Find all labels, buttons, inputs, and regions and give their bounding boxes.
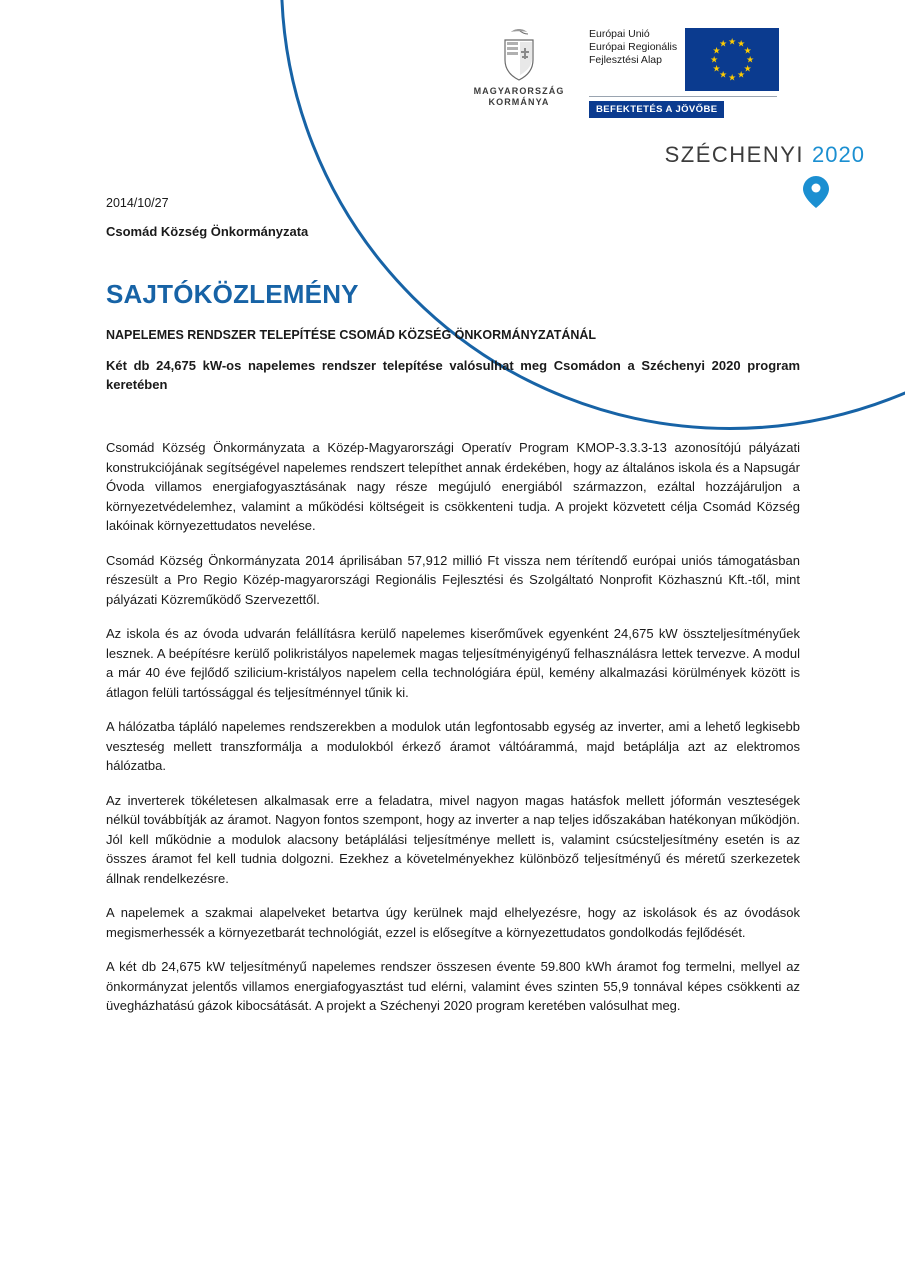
eu-star-icon: ★: [743, 45, 752, 55]
document-date: 2014/10/27: [106, 196, 169, 210]
szechenyi-year-label: 2020: [812, 142, 865, 167]
document-organization: Csomád Község Önkormányzata: [106, 224, 309, 239]
paragraph: A napelemek a szakmai alapelveket betartva úgy kerülnek majd elhelyezésre, hogy az iskolások és az óvodások megismerhessék a környezetbarát technológiát, ezzel is elősegítve a környezettudatos gondolkodás fejlődését.: [106, 905, 800, 940]
szechenyi-2020-logo: [665, 142, 865, 168]
hungarian-coat-of-arms-icon: [497, 26, 541, 82]
paragraph: A hálózatba tápláló napelemes rendszerekben a modulok után legfontosabb egység az inverter, ami a lehető legkisebb veszteség mellett transzformálja a modulokból érkező áramot váltóárammá, majd betáplálja azt az elektromos hálózatba.: [106, 719, 800, 773]
paragraph: Csomád Község Önkormányzata a Közép-Magyarországi Operatív Program KMOP-3.3.3-13 azonosítójú pályázati konstrukciójának segítségével napelemes rendszert telepíthet annak érdekében, hogy az általános iskola és a Napsugár Óvoda villamos energiafogyasztásának nagy része megújuló energiából származzon, ezáltal hozzájáruljon a környezetvédelemhez, valamint a működési költségeit is csökkenteni tudja. A projekt közvetett célja Csomád Község lakóinak környezettudatos nevelése.: [106, 440, 800, 533]
eu-star-icon: ★: [737, 69, 746, 80]
document-body: [106, 196, 800, 1031]
eu-flag-icon: [685, 28, 779, 91]
szechenyi-label: SZÉCHENYI: [664, 142, 805, 167]
eu-star-icon: ★: [746, 54, 755, 64]
document-lead: Két db 24,675 kW-os napelemes rendszer telepítése valósulhat meg Csomádon a Széchenyi 2020 program keretében: [106, 358, 800, 392]
document-subtitle: NAPELEMES RENDSZER TELEPÍTÉSE CSOMÁD KÖZSÉG ÖNKORMÁNYZATÁNÁL: [106, 328, 597, 342]
eu-logo-block: [589, 28, 879, 118]
eu-tagline-badge: BEFEKTETÉS A JÖVŐBE: [589, 101, 724, 118]
eu-label-line-3: Fejlesztési Alap: [589, 54, 662, 66]
paragraph: A két db 24,675 kW teljesítményű napelemes rendszer összesen évente 59.800 kWh áramot fog termelni, mellyel az önkormányzat jelentős villamos energiafogyasztást tud elérni, valamint éves szinten 55,9 tonnával képes csökkenti az üvegházhatású gázok kibocsátását. A projekt a Széchenyi 2020 program keretében valósulhat meg.: [106, 959, 800, 1013]
eu-star-icon: ★: [737, 38, 746, 49]
eu-label-line-2: Európai Regionális: [589, 41, 678, 53]
eu-star-icon: ★: [712, 45, 721, 55]
eu-fund-labels: [589, 28, 685, 67]
eu-star-icon: ★: [728, 72, 737, 82]
paragraph: Az inverterek tökéletesen alkalmasak erre a feladatra, mivel nagyon magas hatásfok mellett jóformán veszteségek nélkül továbbítják az áramot. Nagyon fontos szempont, hogy az inverter a nap teljes időszakában hatékonyan működjön. Jól kell működnie a modulok alacsony betáplálási teljesítménye mellett is, valamint csúcsteljesítmény esetén is az összes áramot fel kell tudnia dolgozni. Ezekhez a követelményekhez különböző teljesítményű és méretű szerkezetek állnak rendelkezésre.: [106, 792, 800, 886]
header-divider: [589, 96, 777, 97]
eu-star-icon: ★: [743, 63, 752, 73]
map-pin-icon: [803, 176, 829, 208]
eu-star-icon: ★: [710, 54, 719, 64]
eu-star-icon: ★: [719, 69, 728, 80]
eu-label-line-1: Európai Unió: [589, 28, 650, 40]
page-title: SAJTÓKÖZLEMÉNY: [106, 279, 359, 309]
eu-star-icon: ★: [728, 36, 737, 46]
paragraph: Az iskola és az óvoda udvarán felállításra kerülő napelemes kiserőművek egyenként 24,675 kW összteljesítményűek lesznek. A beépítésre kerülő polikristályos napelemek magas teljesítményigényű felhasználásra lettek tervezve. A modul a már 40 éve fejlődő szilicium-kristályos napelem cella technológiára épül, kemény alkalmazási körülmények között is átlagon felüli tartóssággal és teljesítménnyel tűnik ki.: [106, 626, 800, 700]
eu-star-icon: ★: [719, 38, 728, 49]
header-logo-block: [459, 22, 879, 192]
hungary-government-logo-label: MAGYARORSZÁG KORMÁNYA: [473, 86, 565, 107]
hungary-government-logo: [459, 26, 579, 108]
paragraph: Csomád Község Önkormányzata 2014 áprilisában 57,912 millió Ft vissza nem térítendő európai uniós támogatásban részesült a Pro Regio Közép-magyarországi Regionális Fejlesztési és Szolgáltató Nonprofit Közhasznú Kft.-től, mint pályázati Közreműködő Szervezettől.: [106, 552, 800, 607]
eu-star-icon: ★: [712, 63, 721, 73]
